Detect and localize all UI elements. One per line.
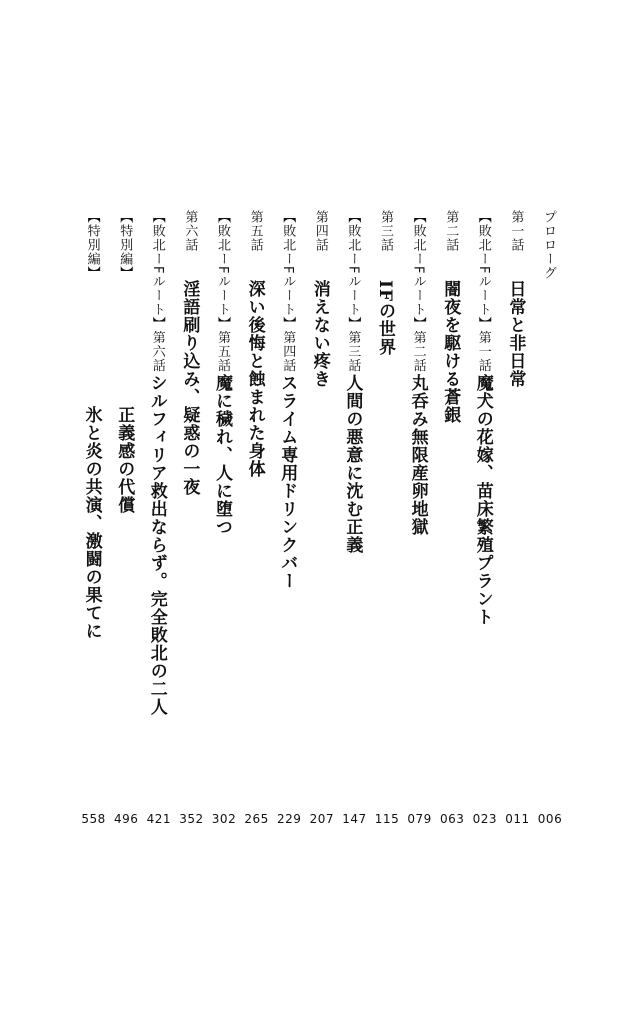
page-number: 079 — [407, 812, 432, 826]
chapter-label: 第一話 — [508, 210, 524, 252]
chapter-label: 第三話 — [378, 210, 393, 252]
page-number: 558 — [81, 812, 106, 826]
chapter-label: 【敗北ーFルート】第二話 — [410, 210, 426, 373]
page-number: 011 — [505, 812, 530, 826]
chapter-title: シルフィリア救出ならず。完全敗北の二人 — [146, 374, 167, 716]
chapter-label: 【敗北ーFルート】第五話 — [215, 210, 230, 373]
chapter-label: 第四話 — [312, 210, 328, 252]
chapter-label: 【敗北ーFルート】第一話 — [475, 210, 491, 373]
chapter-label: 【特別編】 — [117, 210, 133, 280]
page-number: 115 — [374, 812, 400, 826]
page-number: 006 — [537, 812, 563, 826]
chapter-title: 正義感の代償 — [114, 406, 135, 514]
chapter-label: 第六話 — [182, 210, 198, 252]
chapter-title: 淫語刷り込み、疑惑の一夜 — [179, 280, 200, 496]
chapter-label: 第五話 — [247, 210, 263, 252]
page-number: 229 — [276, 812, 302, 826]
toc-entry[interactable] — [207, 0, 237, 760]
toc-entry[interactable] — [272, 0, 302, 760]
page-number: 302 — [211, 812, 237, 826]
chapter-title: 人間の悪意に沈む正義 — [342, 374, 363, 554]
toc-entry[interactable] — [174, 0, 204, 760]
chapter-label: 【特別編】 — [84, 210, 100, 280]
chapter-title: 消えない疼き — [309, 280, 330, 388]
chapter-title: 日常と非日常 — [505, 280, 526, 388]
chapter-title: 氷と炎の共演、激闘の果てに — [81, 406, 102, 640]
toc-entry[interactable] — [337, 0, 367, 760]
toc-entry[interactable] — [142, 0, 172, 760]
chapter-label: 【敗北ーFルート】第六話 — [149, 210, 165, 373]
page-number: 496 — [113, 812, 139, 826]
page-number: 147 — [342, 812, 367, 826]
chapter-title: IFの世界 — [375, 280, 395, 357]
page-number: 352 — [179, 812, 204, 826]
toc-entry[interactable] — [403, 0, 433, 760]
toc-entry[interactable] — [109, 0, 139, 760]
page-number: 421 — [146, 812, 171, 826]
toc-entry[interactable] — [305, 0, 335, 760]
chapter-title: 丸呑み無限産卵地獄 — [407, 374, 428, 536]
toc-entry[interactable] — [240, 0, 270, 760]
chapter-title: 魔に穢れ、人に堕つ — [212, 374, 232, 536]
chapter-label: 第二話 — [443, 210, 459, 252]
page-numbers-row — [0, 812, 632, 832]
page-number: 265 — [244, 812, 269, 826]
chapter-label: 【敗北ーFルート】第四話 — [280, 210, 296, 373]
page-number: 207 — [309, 812, 334, 826]
chapter-title: 闇夜を駆ける蒼銀 — [440, 280, 461, 424]
toc-entry[interactable] — [77, 0, 107, 760]
toc-entry[interactable] — [500, 0, 530, 760]
chapter-label: 【敗北ーFルート】第三話 — [345, 210, 361, 373]
page-number: 023 — [472, 812, 497, 826]
page-number: 063 — [439, 812, 465, 826]
toc-entry[interactable] — [370, 0, 400, 760]
chapter-title: 深い後悔と蝕まれた身体 — [244, 280, 265, 478]
toc-entry[interactable] — [533, 0, 563, 760]
chapter-title: スライム専用ドリンクバー — [277, 374, 298, 590]
toc-entry[interactable] — [435, 0, 465, 760]
chapter-label: プロローグ — [541, 210, 556, 280]
chapter-title: 魔犬の花嫁、苗床繁殖プラント — [472, 374, 493, 626]
toc-entry[interactable] — [468, 0, 498, 760]
